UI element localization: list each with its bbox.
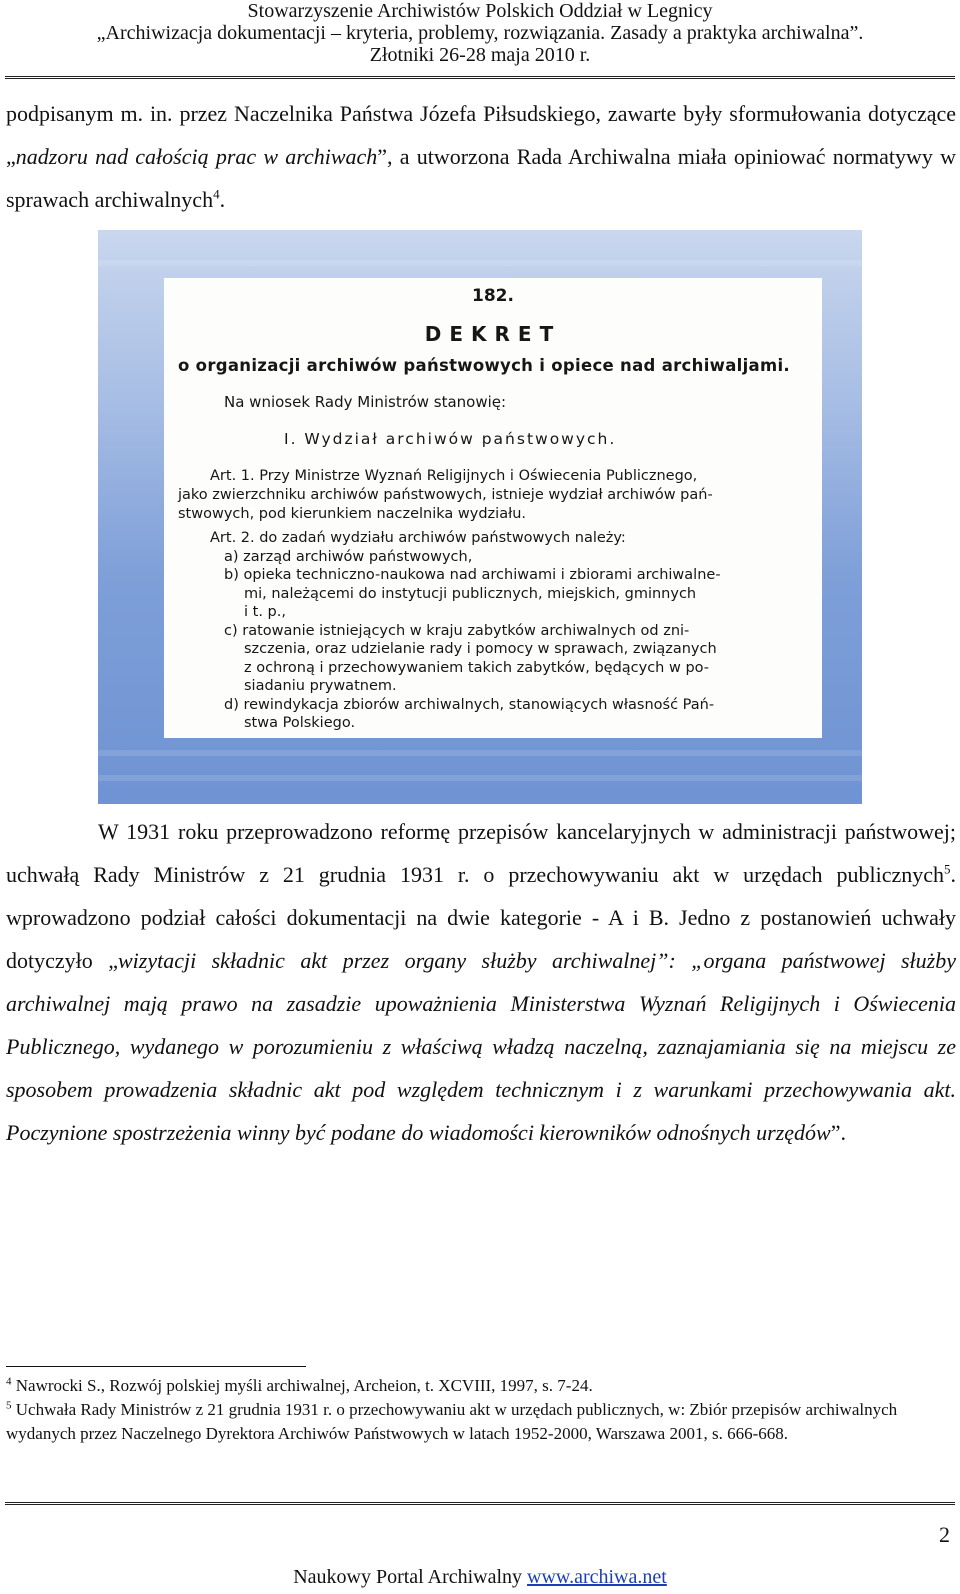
footnote-5 xyxy=(6,1398,956,1446)
header-place-date: Złotniki 26-28 maja 2010 r. xyxy=(369,44,591,66)
header-conference-title: „Archiwizacja dokumentacji – kryteria, problemy, rozwiązania. Zasady a praktyka archiwalna”. xyxy=(96,22,864,44)
decree-article-2-line: z ochroną i przechowywaniem takich zabytków, będących w po- xyxy=(244,659,710,676)
decree-image xyxy=(98,230,862,804)
paragraph-1-italic: nadzoru nad całością prac w archiwach xyxy=(15,144,378,169)
paragraph-1 xyxy=(6,92,956,221)
footer-link[interactable]: www.archiwa.net xyxy=(527,1566,667,1588)
paragraph-2-text-a: W 1931 roku przeprowadzono reformę przepisów kancelaryjnych w administracji państwowej; uchwałą Rady Ministrów z 21 grudnia 1931 r. o przechowywaniu akt w urzędach publicznych xyxy=(6,819,956,887)
decree-article-2-line: i t. p., xyxy=(244,604,286,620)
footnote-4 xyxy=(6,1374,956,1398)
footnote-5-number: 5 xyxy=(6,1399,12,1412)
decree-article-2-line: stwa Polskiego. xyxy=(244,715,356,731)
footnote-separator xyxy=(6,1366,306,1367)
decree-article-2-line: mi, należącemi do instytucji publicznych, miejskich, gminnych xyxy=(244,585,697,602)
page-number: 2 xyxy=(939,1522,950,1547)
decree-article-1-line: jako zwierzchniku archiwów państwowych, istnieje wydział archiwów pań- xyxy=(178,487,713,503)
decree-article-2-line: c) ratowanie istniejących w kraju zabytków archiwalnych od zni- xyxy=(224,622,690,639)
footnote-ref-4[interactable]: 4 xyxy=(213,186,220,202)
paragraph-1-text-b: ”, a utworzona Rada Archiwalna miała opiniować normatywy w sprawach archiwalnych xyxy=(6,144,956,212)
header-divider xyxy=(5,76,955,79)
decree-article-2-line: b) opieka techniczno-naukowa nad archiwami i zbiorami archiwalne- xyxy=(224,567,721,583)
decree-title: o organizacji archiwów państwowych i opiece nad archiwaljami. xyxy=(178,356,790,375)
decree-heading: DEKRET xyxy=(424,322,562,346)
decree-number: 182. xyxy=(472,286,514,306)
decree-article-2-line: Art. 2. do zadań wydziału archiwów państwowych należy: xyxy=(210,530,626,546)
page-header xyxy=(0,0,960,66)
footnote-5-text: Uchwała Rady Ministrów z 21 grudnia 1931 r. o przechowywaniu akt w urzędach publicznych, w: Zbiór przepisów archiwalnych wydanych przez Naczelnego Dyrektora Archiwów Państwowych w latach 1952-2000, Warszawa 2001, s. 666-668. xyxy=(6,1400,898,1443)
decree-article-2-line: siadaniu prywatnem. xyxy=(244,678,397,694)
header-organization: Stowarzyszenie Archiwistów Polskich Oddział w Legnicy xyxy=(247,0,713,22)
page-footer xyxy=(0,1566,960,1589)
decree-article-1-line: stwowych, pod kierunkiem naczelnika wydziału. xyxy=(178,506,526,522)
footer-label: Naukowy Portal Archiwalny xyxy=(293,1566,523,1588)
decree-intro: Na wniosek Rady Ministrów stanowię: xyxy=(224,393,507,411)
decree-article-2-line: a) zarząd archiwów państwowych, xyxy=(224,548,473,565)
paragraph-2-text-c: ”. xyxy=(830,1120,846,1145)
paragraph-1-text-a: podpisanym m. in. przez Naczelnika Państwa Józefa Piłsudskiego, zawarte były sformułowania dotyczące „ xyxy=(6,101,956,169)
paragraph-2-quote: wizytacji składnic akt przez organy służby archiwalnej”: „organa państwowej służby archiwalnej mają prawo na zasadzie upoważnienia Ministerstwa Wyznań Religijnych i Oświecenia Publicznego, wydanego w porozumieniu z właściwą władzą naczelną, zaznajamiania się na miejscu ze sposobem prowadzenia składnic akt pod względem technicznym i z warunkami przechowywania akt. Poczynione spostrzeżenia winny być podane do wiadomości kierowników odnośnych urzędów xyxy=(6,948,956,1145)
paragraph-2 xyxy=(6,810,956,1154)
decree-article-1-line: Art. 1. Przy Ministrze Wyznań Religijnych i Oświecenia Publicznego, xyxy=(210,468,698,484)
decree-scan xyxy=(164,278,822,738)
footnote-4-text: Nawrocki S., Rozwój polskiej myśli archiwalnej, Archeion, t. XCVIII, 1997, s. 7-24. xyxy=(15,1376,593,1395)
footer-divider xyxy=(5,1502,955,1505)
paragraph-1-text-c: . xyxy=(219,187,226,212)
decree-article-2-line: d) rewindykacja zbiorów archiwalnych, stanowiących własność Pań- xyxy=(224,696,715,713)
footnote-4-number: 4 xyxy=(6,1375,12,1388)
footnote-ref-5[interactable]: 5 xyxy=(944,861,951,877)
paragraph-2-text-b: . wprowadzono podział całości dokumentacji na dwie kategorie - A i B. Jedno z postanowień uchwały dotyczyło „ xyxy=(6,862,956,973)
decree-article-2-line: szczenia, oraz udzielanie rady i pomocy w sprawach, związanych xyxy=(244,641,717,657)
decree-section-title: I. Wydział archiwów państwowych. xyxy=(284,430,617,448)
